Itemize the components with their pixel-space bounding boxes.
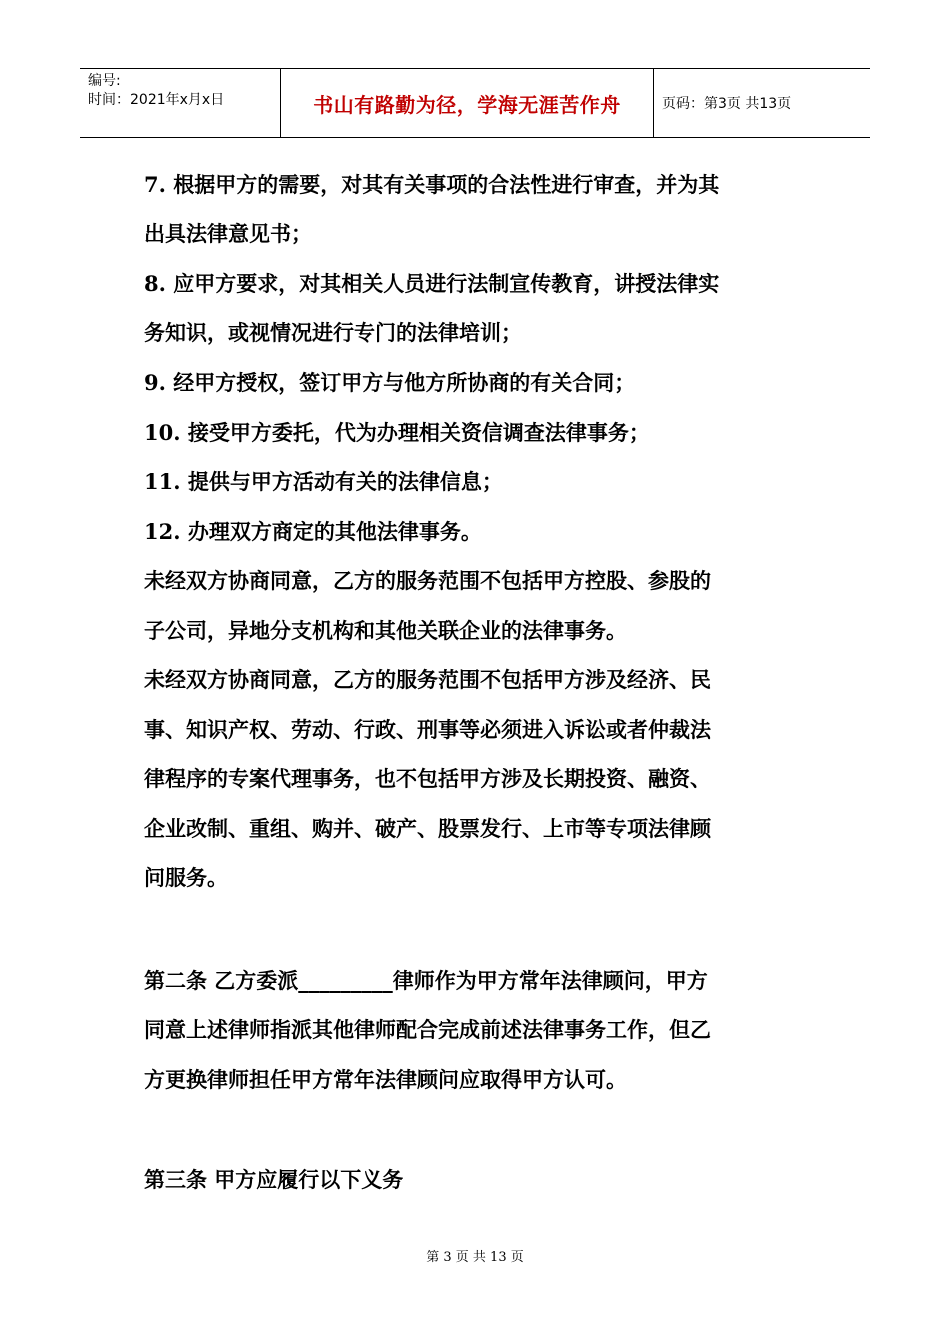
page-footer: 第 3 页 共 13 页 (426, 1250, 524, 1265)
body-line: 出具法律意见书； (144, 221, 312, 246)
body-line: 未经双方协商同意，乙方的服务范围不包括甲方控股、参股的 (144, 568, 711, 593)
page-header (80, 68, 870, 138)
body-line: 问服务。 (144, 865, 228, 890)
body-line: 10. 接受甲方委托，代为办理相关资信调查法律事务； (144, 420, 650, 445)
document-number-label: 编号: (88, 73, 121, 89)
body-line: 12. 办理双方商定的其他法律事务。 (144, 519, 482, 544)
body-line: 9. 经甲方授权，签订甲方与他方所协商的有关合同； (144, 370, 636, 395)
body-line: 11. 提供与甲方活动有关的法律信息； (144, 469, 503, 494)
body-line: 务知识，或视情况进行专门的法律培训； (144, 320, 522, 345)
body-line: 未经双方协商同意，乙方的服务范围不包括甲方涉及经济、民 (144, 667, 711, 692)
article-heading-line: 第二条 乙方委派_________律师作为甲方常年法律顾问，甲方 (144, 968, 708, 993)
body-line: 企业改制、重组、购并、破产、股票发行、上市等专项法律顾 (144, 816, 711, 841)
document-date: 时间：2021年x月x日 (88, 92, 225, 108)
body-line: 律程序的专案代理事务，也不包括甲方涉及长期投资、融资、 (144, 766, 711, 791)
body-line: 8. 应甲方要求，对其相关人员进行法制宣传教育，讲授法律实 (144, 271, 720, 296)
body-line: 方更换律师担任甲方常年法律顾问应取得甲方认可。 (144, 1067, 627, 1092)
body-line: 7. 根据甲方的需要，对其有关事项的合法性进行审查，并为其 (144, 172, 720, 197)
body-line: 子公司，异地分支机构和其他关联企业的法律事务。 (144, 618, 627, 643)
header-meta (80, 69, 281, 137)
article-heading-line: 第三条 甲方应履行以下义务 (144, 1167, 404, 1192)
body-line: 事、知识产权、劳动、行政、刑事等必须进入诉讼或者仲裁法 (144, 717, 711, 742)
body-line: 同意上述律师指派其他律师配合完成前述法律事务工作，但乙 (144, 1017, 711, 1042)
header-motto: 书山有路勤为径，学海无涯苦作舟 (281, 69, 654, 137)
header-page-info: 页码：第3页 共13页 (662, 96, 792, 112)
